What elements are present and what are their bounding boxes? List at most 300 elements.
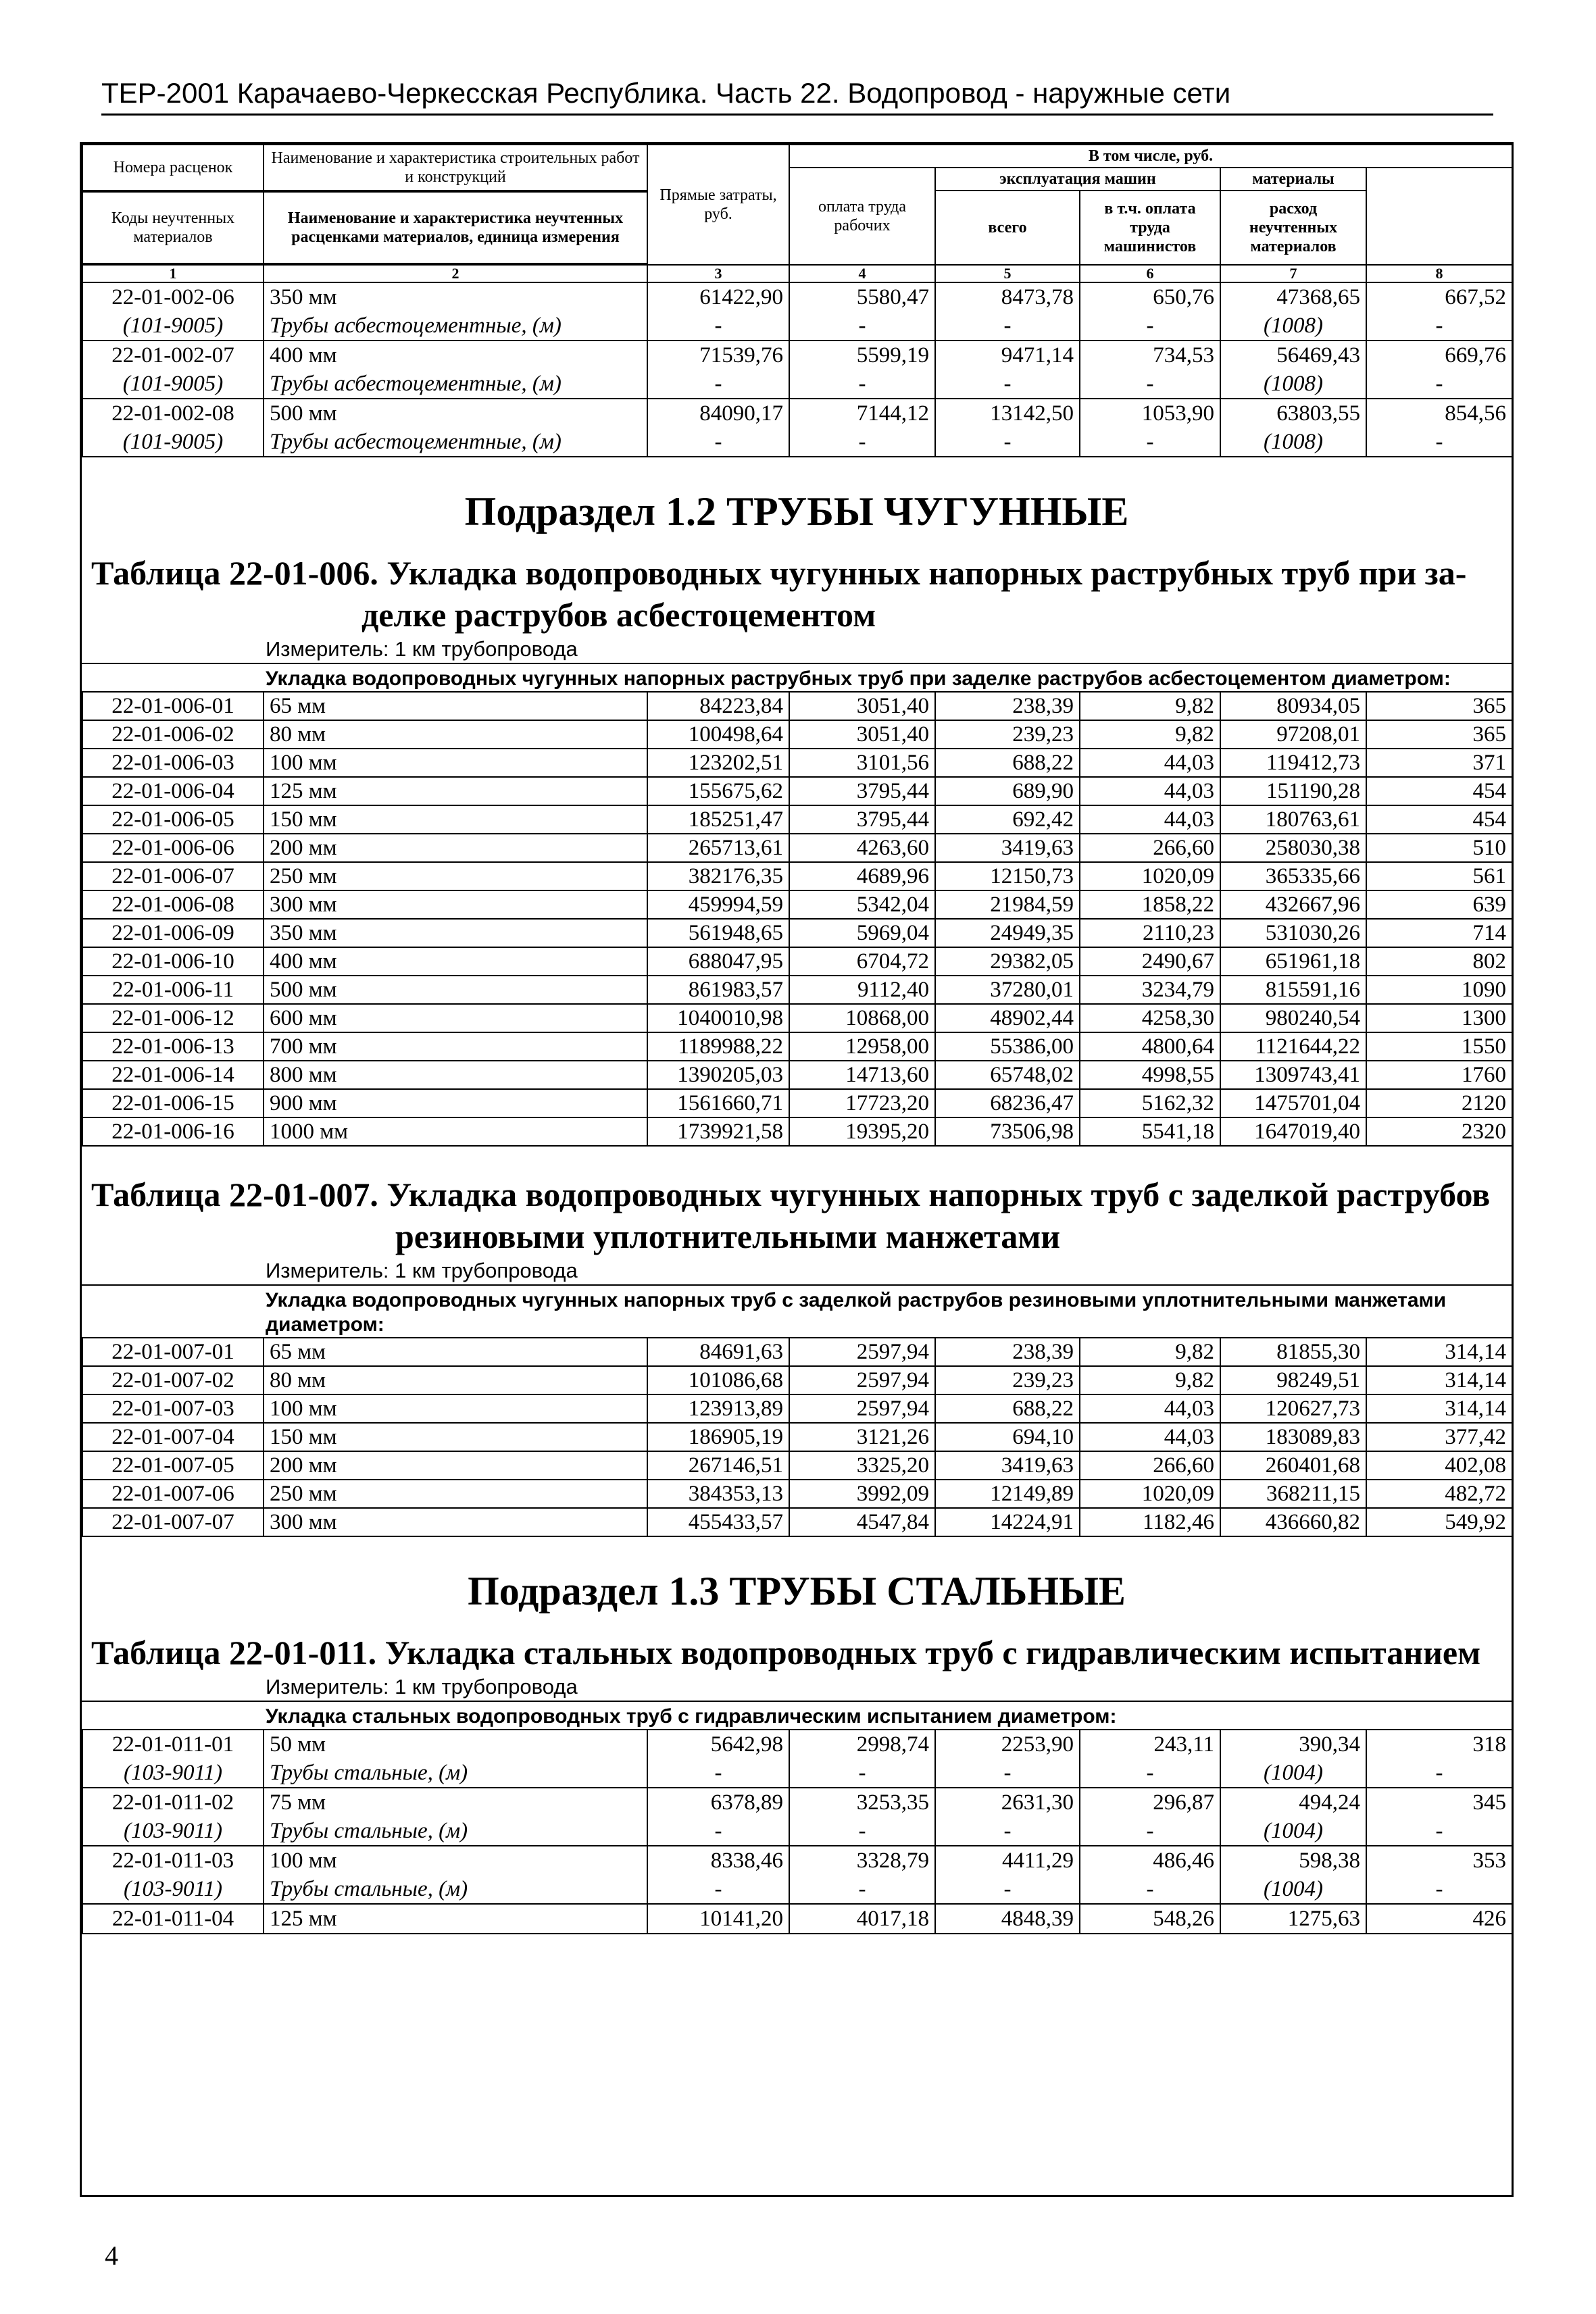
- material-value: -: [1080, 1817, 1220, 1846]
- row-code: 22-01-006-09: [82, 919, 264, 947]
- material-row: [82, 370, 1512, 399]
- row-name: 500 мм: [264, 976, 647, 1004]
- col-mat-header: расход неучтенных материалов: [1220, 191, 1366, 265]
- row-value: 2253,90: [935, 1730, 1080, 1759]
- row-value: 455433,57: [647, 1508, 789, 1536]
- row-value: 384353,13: [647, 1480, 789, 1508]
- table-row: [82, 862, 1512, 890]
- row-code: 22-01-006-10: [82, 947, 264, 976]
- row-value: 3051,40: [789, 692, 935, 720]
- table-row: [82, 1788, 1512, 1817]
- row-value: 101086,68: [647, 1366, 789, 1394]
- row-value: 12149,89: [935, 1480, 1080, 1508]
- row-value: 2490,67: [1080, 947, 1220, 976]
- row-value: 1390205,03: [647, 1061, 789, 1089]
- row-code: 22-01-007-06: [82, 1480, 264, 1508]
- row-value: 854,56: [1366, 399, 1512, 428]
- row-value: 531030,26: [1220, 919, 1366, 947]
- row-value: 48902,44: [935, 1004, 1080, 1032]
- row-code: 22-01-006-05: [82, 805, 264, 834]
- row-value: 314,14: [1366, 1394, 1512, 1423]
- table-row: [82, 919, 1512, 947]
- row-value: 44,03: [1080, 749, 1220, 777]
- material-row: [82, 311, 1512, 341]
- row-value: 1550: [1366, 1032, 1512, 1061]
- row-value: 4017,18: [789, 1904, 935, 1934]
- table-row: [82, 1846, 1512, 1875]
- row-value: 5580,47: [789, 282, 935, 311]
- row-value: 1020,09: [1080, 862, 1220, 890]
- row-value: 3234,79: [1080, 976, 1220, 1004]
- row-value: 1020,09: [1080, 1480, 1220, 1508]
- row-value: 21984,59: [935, 890, 1080, 919]
- table-title-line: резиновыми уплотнительными манжетами: [395, 1217, 1061, 1255]
- row-name: 250 мм: [264, 862, 647, 890]
- material-value: -: [647, 370, 789, 399]
- material-value: -: [935, 370, 1080, 399]
- row-value: 345: [1366, 1788, 1512, 1817]
- row-value: 68236,47: [935, 1089, 1080, 1117]
- col-mach-total-header: всего: [935, 191, 1080, 265]
- table-row: [82, 1480, 1512, 1508]
- row-value: 100498,64: [647, 720, 789, 749]
- material-value: -: [1080, 370, 1220, 399]
- row-name: 800 мм: [264, 1061, 647, 1089]
- row-value: 37280,01: [935, 976, 1080, 1004]
- row-value: 17723,20: [789, 1089, 935, 1117]
- page-header: ТЕР-2001 Карачаево-Черкесская Республика. Часть 22. Водопровод - наружные сети: [101, 73, 1493, 116]
- row-value: 510: [1366, 834, 1512, 862]
- row-value: 815591,16: [1220, 976, 1366, 1004]
- row-value: 4689,96: [789, 862, 935, 890]
- row-value: 151190,28: [1220, 777, 1366, 805]
- material-value: -: [647, 1759, 789, 1788]
- row-value: 714: [1366, 919, 1512, 947]
- row-value: 5541,18: [1080, 1117, 1220, 1146]
- row-value: 365335,66: [1220, 862, 1366, 890]
- row-value: 180763,61: [1220, 805, 1366, 834]
- row-value: 80934,05: [1220, 692, 1366, 720]
- row-value: 377,42: [1366, 1423, 1512, 1451]
- row-value: 238,39: [935, 1338, 1080, 1366]
- row-code: 22-01-006-15: [82, 1089, 264, 1117]
- row-code: 22-01-006-04: [82, 777, 264, 805]
- table-row: [82, 341, 1512, 370]
- row-value: 1561660,71: [647, 1089, 789, 1117]
- row-code: 22-01-011-03: [82, 1846, 264, 1875]
- material-code: (101-9005): [82, 428, 264, 457]
- material-value: -: [789, 428, 935, 457]
- row-value: 5599,19: [789, 341, 935, 370]
- row-name: 600 мм: [264, 1004, 647, 1032]
- row-value: 1647019,40: [1220, 1117, 1366, 1146]
- material-name: Трубы асбестоцементные, (м): [264, 370, 647, 399]
- row-value: 1121644,22: [1220, 1032, 1366, 1061]
- material-value: -: [1366, 370, 1512, 399]
- row-value: 65748,02: [935, 1061, 1080, 1089]
- material-code: (103-9011): [82, 1875, 264, 1904]
- row-value: 265713,61: [647, 834, 789, 862]
- row-value: 561948,65: [647, 919, 789, 947]
- row-value: 1300: [1366, 1004, 1512, 1032]
- row-value: 73506,98: [935, 1117, 1080, 1146]
- row-value: 694,10: [935, 1423, 1080, 1451]
- table-row: [82, 1366, 1512, 1394]
- row-value: 4800,64: [1080, 1032, 1220, 1061]
- subsection-title: Подраздел 1.3 ТРУБЫ СТАЛЬНЫЕ: [468, 1569, 1126, 1613]
- row-value: 8473,78: [935, 282, 1080, 311]
- col-num: 7: [1220, 265, 1366, 282]
- material-value: -: [1366, 1875, 1512, 1904]
- row-value: 185251,47: [647, 805, 789, 834]
- material-row: [82, 428, 1512, 457]
- subsection-title: Подраздел 1.2 ТРУБЫ ЧУГУННЫЕ: [464, 489, 1129, 534]
- material-value: -: [935, 428, 1080, 457]
- row-code: 22-01-007-02: [82, 1366, 264, 1394]
- row-value: 10868,00: [789, 1004, 935, 1032]
- row-value: 155675,62: [647, 777, 789, 805]
- table-title-line: Таблица 22-01-007. Укладка водопроводных чугунных напорных труб с заделкой раструбов: [91, 1176, 1491, 1213]
- table-row: [82, 1904, 1512, 1934]
- material-value: -: [789, 1817, 935, 1846]
- row-value: 432667,96: [1220, 890, 1366, 919]
- material-value: -: [1366, 428, 1512, 457]
- row-value: 9471,14: [935, 341, 1080, 370]
- row-value: 368211,15: [1220, 1480, 1366, 1508]
- row-value: 238,39: [935, 692, 1080, 720]
- row-value: 3992,09: [789, 1480, 935, 1508]
- material-code: (103-9011): [82, 1817, 264, 1846]
- row-value: 1275,63: [1220, 1904, 1366, 1934]
- material-value: -: [1080, 1875, 1220, 1904]
- row-value: 266,60: [1080, 1451, 1220, 1480]
- row-value: 494,24: [1220, 1788, 1366, 1817]
- table-row: [82, 1004, 1512, 1032]
- document-frame: [80, 142, 1514, 2197]
- row-value: 1189988,22: [647, 1032, 789, 1061]
- row-name: 65 мм: [264, 1338, 647, 1366]
- row-value: 1090: [1366, 976, 1512, 1004]
- row-value: 980240,54: [1220, 1004, 1366, 1032]
- material-name: Трубы стальные, (м): [264, 1875, 647, 1904]
- row-value: 2597,94: [789, 1366, 935, 1394]
- material-row: [82, 1817, 1512, 1846]
- row-value: 84090,17: [647, 399, 789, 428]
- material-value: -: [1366, 311, 1512, 341]
- row-value: 6704,72: [789, 947, 935, 976]
- table-011: [82, 1729, 1513, 1934]
- row-value: 365: [1366, 692, 1512, 720]
- row-value: 426: [1366, 1904, 1512, 1934]
- row-value: 56469,43: [1220, 341, 1366, 370]
- row-value: 561: [1366, 862, 1512, 890]
- row-value: 2320: [1366, 1117, 1512, 1146]
- material-value: (1004): [1220, 1875, 1366, 1904]
- row-value: 98249,51: [1220, 1366, 1366, 1394]
- row-value: 4547,84: [789, 1508, 935, 1536]
- row-value: 44,03: [1080, 1423, 1220, 1451]
- row-value: 55386,00: [935, 1032, 1080, 1061]
- row-value: 29382,05: [935, 947, 1080, 976]
- row-code: 22-01-011-01: [82, 1730, 264, 1759]
- row-value: 10141,20: [647, 1904, 789, 1934]
- row-value: 9,82: [1080, 1366, 1220, 1394]
- row-value: 2597,94: [789, 1338, 935, 1366]
- table-title: [82, 1632, 1512, 1674]
- row-value: 3101,56: [789, 749, 935, 777]
- row-value: 2120: [1366, 1089, 1512, 1117]
- row-value: 639: [1366, 890, 1512, 919]
- row-value: 734,53: [1080, 341, 1220, 370]
- row-value: 120627,73: [1220, 1394, 1366, 1423]
- row-value: 2631,30: [935, 1788, 1080, 1817]
- row-value: 3325,20: [789, 1451, 935, 1480]
- row-value: 6378,89: [647, 1788, 789, 1817]
- row-value: 454: [1366, 777, 1512, 805]
- row-value: 3121,26: [789, 1423, 935, 1451]
- row-code: 22-01-011-04: [82, 1904, 264, 1934]
- row-name: 1000 мм: [264, 1117, 647, 1146]
- row-code: 22-01-006-07: [82, 862, 264, 890]
- row-value: 3419,63: [935, 1451, 1080, 1480]
- table-row: [82, 834, 1512, 862]
- row-value: 239,23: [935, 1366, 1080, 1394]
- row-value: 13142,50: [935, 399, 1080, 428]
- table-title: [82, 1174, 1512, 1257]
- page-number: 4: [105, 2240, 118, 2271]
- row-code: 22-01-006-13: [82, 1032, 264, 1061]
- table-row: [82, 1117, 1512, 1146]
- row-value: 459994,59: [647, 890, 789, 919]
- col-mach-wage-header: в т.ч. оплата труда машинистов: [1080, 191, 1220, 265]
- table-007: [82, 1337, 1513, 1537]
- row-code: 22-01-007-05: [82, 1451, 264, 1480]
- row-value: 4411,29: [935, 1846, 1080, 1875]
- table-row: [82, 749, 1512, 777]
- row-code: 22-01-006-02: [82, 720, 264, 749]
- row-code: 22-01-007-03: [82, 1394, 264, 1423]
- material-value: -: [647, 311, 789, 341]
- row-value: 402,08: [1366, 1451, 1512, 1480]
- row-name: 400 мм: [264, 341, 647, 370]
- row-value: 44,03: [1080, 777, 1220, 805]
- material-value: -: [789, 1875, 935, 1904]
- row-name: 100 мм: [264, 749, 647, 777]
- row-value: 44,03: [1080, 1394, 1220, 1423]
- table-row: [82, 890, 1512, 919]
- material-value: -: [1366, 1817, 1512, 1846]
- row-code: 22-01-006-11: [82, 976, 264, 1004]
- incl-header: В том числе, руб.: [789, 145, 1512, 168]
- material-value: -: [935, 1875, 1080, 1904]
- table-title-line: делке раструбов асбестоцементом: [361, 596, 876, 634]
- row-value: 5642,98: [647, 1730, 789, 1759]
- table-row: [82, 777, 1512, 805]
- row-value: 5969,04: [789, 919, 935, 947]
- row-value: 4998,55: [1080, 1061, 1220, 1089]
- row-value: 4263,60: [789, 834, 935, 862]
- row-value: 2998,74: [789, 1730, 935, 1759]
- table-row: [82, 1032, 1512, 1061]
- col-code-header: Номера расценок: [82, 145, 264, 191]
- table-row: [82, 1508, 1512, 1536]
- table-row: [82, 976, 1512, 1004]
- row-value: 688047,95: [647, 947, 789, 976]
- row-value: 598,38: [1220, 1846, 1366, 1875]
- material-row: [82, 1875, 1512, 1904]
- row-code: 22-01-006-08: [82, 890, 264, 919]
- col-num: 8: [1366, 265, 1512, 282]
- row-value: 667,52: [1366, 282, 1512, 311]
- row-value: 318: [1366, 1730, 1512, 1759]
- row-value: 47368,65: [1220, 282, 1366, 311]
- material-value: -: [789, 370, 935, 399]
- row-value: 186905,19: [647, 1423, 789, 1451]
- row-code: 22-01-006-12: [82, 1004, 264, 1032]
- material-value: -: [935, 1759, 1080, 1788]
- row-value: 549,92: [1366, 1508, 1512, 1536]
- row-value: 2110,23: [1080, 919, 1220, 947]
- material-value: (1008): [1220, 311, 1366, 341]
- row-value: 24949,35: [935, 919, 1080, 947]
- row-name: 80 мм: [264, 1366, 647, 1394]
- row-value: 239,23: [935, 720, 1080, 749]
- row-name: 300 мм: [264, 1508, 647, 1536]
- row-name: 75 мм: [264, 1788, 647, 1817]
- row-name: 150 мм: [264, 805, 647, 834]
- row-code: 22-01-002-07: [82, 341, 264, 370]
- table-description: Укладка водопроводных чугунных напорных раструбных труб при заделке раструбов асбестоцементом диаметром:: [82, 663, 1512, 691]
- row-code: 22-01-002-08: [82, 399, 264, 428]
- row-value: 71539,76: [647, 341, 789, 370]
- header-table: [82, 144, 1513, 457]
- material-value: (1004): [1220, 1759, 1366, 1788]
- row-value: 9,82: [1080, 692, 1220, 720]
- row-value: 84223,84: [647, 692, 789, 720]
- material-name: Трубы асбестоцементные, (м): [264, 311, 647, 341]
- row-value: 651961,18: [1220, 947, 1366, 976]
- table-row: [82, 1730, 1512, 1759]
- row-value: 1309743,41: [1220, 1061, 1366, 1089]
- row-value: 1475701,04: [1220, 1089, 1366, 1117]
- row-value: 5162,32: [1080, 1089, 1220, 1117]
- row-value: 314,14: [1366, 1338, 1512, 1366]
- row-value: 7144,12: [789, 399, 935, 428]
- row-value: 1053,90: [1080, 399, 1220, 428]
- row-value: 390,34: [1220, 1730, 1366, 1759]
- row-value: 454: [1366, 805, 1512, 834]
- material-code: (103-9011): [82, 1759, 264, 1788]
- material-value: (1008): [1220, 370, 1366, 399]
- mat-header: материалы: [1220, 168, 1366, 191]
- row-value: 3328,79: [789, 1846, 935, 1875]
- row-value: 9,82: [1080, 1338, 1220, 1366]
- row-value: 123202,51: [647, 749, 789, 777]
- measure-unit: Измеритель: 1 км трубопровода: [266, 1259, 578, 1282]
- material-value: -: [1080, 1759, 1220, 1788]
- row-value: 296,87: [1080, 1788, 1220, 1817]
- material-value: -: [647, 428, 789, 457]
- row-value: 14713,60: [789, 1061, 935, 1089]
- row-value: 9,82: [1080, 720, 1220, 749]
- row-code: 22-01-011-02: [82, 1788, 264, 1817]
- table-description: Укладка стальных водопроводных труб с гидравлическим испытанием диаметром:: [82, 1701, 1512, 1729]
- mach-header: эксплуатация машин: [935, 168, 1220, 191]
- row-name: 200 мм: [264, 1451, 647, 1480]
- row-name: 350 мм: [264, 282, 647, 311]
- row-value: 12150,73: [935, 862, 1080, 890]
- table-row: [82, 1451, 1512, 1480]
- col-code2-header: Коды неучтенных материалов: [82, 192, 264, 263]
- row-value: 14224,91: [935, 1508, 1080, 1536]
- row-code: 22-01-006-01: [82, 692, 264, 720]
- row-code: 22-01-002-06: [82, 282, 264, 311]
- table-row: [82, 692, 1512, 720]
- row-name: 300 мм: [264, 890, 647, 919]
- row-value: 353: [1366, 1846, 1512, 1875]
- row-value: 1182,46: [1080, 1508, 1220, 1536]
- row-name: 200 мм: [264, 834, 647, 862]
- measure-unit: Измеритель: 1 км трубопровода: [266, 637, 578, 661]
- material-value: -: [647, 1875, 789, 1904]
- row-value: 689,90: [935, 777, 1080, 805]
- row-code: 22-01-007-04: [82, 1423, 264, 1451]
- table-title-line: Таблица 22-01-011. Укладка стальных водопроводных труб с гидравлическим испытанием: [91, 1634, 1481, 1671]
- row-value: 19395,20: [789, 1117, 935, 1146]
- table-description: Укладка водопроводных чугунных напорных труб с заделкой раструбов резиновыми уплотнительными манжетами диаметром:: [82, 1284, 1512, 1337]
- row-value: 260401,68: [1220, 1451, 1366, 1480]
- row-value: 1739921,58: [647, 1117, 789, 1146]
- row-value: 314,14: [1366, 1366, 1512, 1394]
- table-006: [82, 691, 1513, 1147]
- row-code: 22-01-006-14: [82, 1061, 264, 1089]
- material-name: Трубы стальные, (м): [264, 1817, 647, 1846]
- col-num: 1: [82, 265, 264, 282]
- table-title: [82, 552, 1512, 636]
- col-direct-header: Прямые затраты, руб.: [647, 145, 789, 265]
- row-value: 183089,83: [1220, 1423, 1366, 1451]
- col-wage-header: оплата труда рабочих: [789, 168, 935, 265]
- row-name: 350 мм: [264, 919, 647, 947]
- row-name: 125 мм: [264, 1904, 647, 1934]
- table-row: [82, 720, 1512, 749]
- col-num: 5: [935, 265, 1080, 282]
- row-value: 2597,94: [789, 1394, 935, 1423]
- material-value: -: [1366, 1759, 1512, 1788]
- col-num: 3: [647, 265, 789, 282]
- row-value: 81855,30: [1220, 1338, 1366, 1366]
- row-value: 382176,35: [647, 862, 789, 890]
- row-name: 125 мм: [264, 777, 647, 805]
- material-value: -: [789, 311, 935, 341]
- col-num: 4: [789, 265, 935, 282]
- row-value: 3253,35: [789, 1788, 935, 1817]
- row-value: 365: [1366, 720, 1512, 749]
- material-name: Трубы асбестоцементные, (м): [264, 428, 647, 457]
- table-row: [82, 1061, 1512, 1089]
- row-value: 267146,51: [647, 1451, 789, 1480]
- material-value: -: [1080, 428, 1220, 457]
- col-name-header: Наименование и характеристика строительных работ и конструкций: [264, 145, 647, 191]
- row-value: 84691,63: [647, 1338, 789, 1366]
- table-row: [82, 282, 1512, 311]
- table-row: [82, 1423, 1512, 1451]
- row-code: 22-01-006-03: [82, 749, 264, 777]
- row-code: 22-01-006-16: [82, 1117, 264, 1146]
- row-value: 63803,55: [1220, 399, 1366, 428]
- table-row: [82, 399, 1512, 428]
- material-value: (1008): [1220, 428, 1366, 457]
